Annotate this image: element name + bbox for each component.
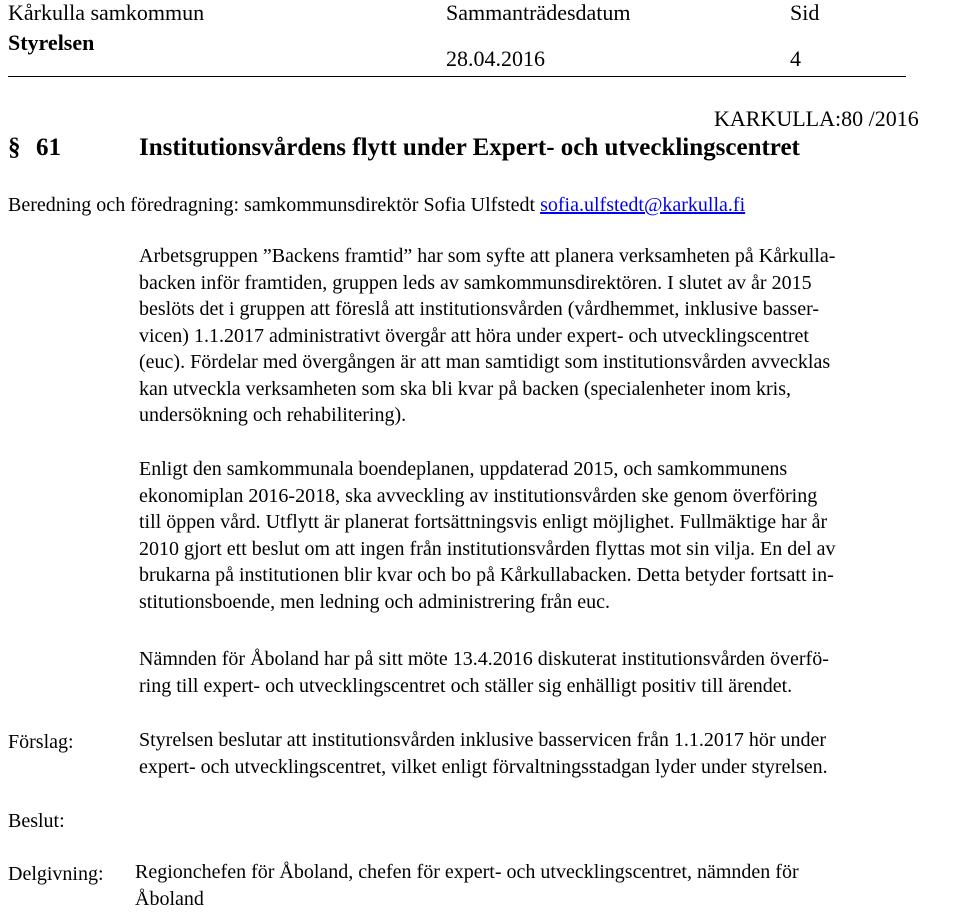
paragraph-line: 2010 gjort ett beslut om att ingen från institutionsvården flyttas mot sin vilja. En del av — [139, 536, 959, 563]
email-link[interactable]: sofia.ulfstedt@karkulla.fi — [540, 194, 745, 216]
decision-label: Beslut: — [8, 808, 65, 834]
preparation-line — [8, 192, 745, 218]
paragraph-line: Arbetsgruppen ”Backens framtid” har som syfte att planera verksamheten på Kårkulla- — [139, 243, 959, 270]
header-divider — [8, 76, 906, 77]
paragraph-line: Enligt den samkommunala boendeplanen, uppdaterad 2015, och samkommunens — [139, 456, 959, 483]
notification-text — [135, 859, 955, 912]
proposal-text — [139, 727, 959, 780]
paragraph-line: beslöts det i gruppen att föreslå att institutionsvården (vårdhemmet, inklusive basser- — [139, 296, 959, 323]
paragraph-2 — [139, 456, 959, 615]
paragraph-line: Nämnden för Åboland har på sitt möte 13.4.2016 diskuterat institutionsvården överfö- — [139, 646, 959, 673]
notification-line: Regionchefen för Åboland, chefen för expert- och utvecklingscentret, nämnden för — [135, 859, 955, 886]
section-symbol: § — [8, 133, 21, 163]
paragraph-line: undersökning och rehabilitering). — [139, 402, 959, 429]
notification-label: Delgivning: — [8, 861, 104, 887]
proposal-line: expert- och utvecklingscentret, vilket enligt förvaltningsstadgan lyder under styrelsen. — [139, 754, 959, 781]
section-number: 61 — [36, 133, 61, 163]
paragraph-line: ring till expert- och utvecklingscentret och ställer sig enhälligt positiv till ärendet. — [139, 673, 959, 700]
paragraph-line: till öppen vård. Utflytt är planerat fortsättningsvis enligt möjlighet. Fullmäktige har år — [139, 509, 959, 536]
page-label: Sid — [790, 0, 819, 26]
paragraph-3 — [139, 646, 959, 699]
page-number: 4 — [790, 46, 801, 72]
organization-name: Kårkulla samkommun — [8, 0, 204, 26]
proposal-label: Förslag: — [8, 729, 74, 755]
case-number: KARKULLA:80 /2016 — [714, 106, 919, 132]
paragraph-line: ekonomiplan 2016-2018, ska avveckling av institutionsvården ske genom överföring — [139, 483, 959, 510]
proposal-line: Styrelsen beslutar att institutionsvården inklusive basservicen från 1.1.2017 hör under — [139, 727, 959, 754]
paragraph-line: kan utveckla verksamheten som ska bli kvar på backen (specialenheter inom kris, — [139, 376, 959, 403]
paragraph-line: brukarna på institutionen blir kvar och bo på Kårkullabacken. Detta betyder fortsatt in- — [139, 562, 959, 589]
paragraph-line: backen inför framtiden, gruppen leds av samkommunsdirektören. I slutet av år 2015 — [139, 270, 959, 297]
preparation-text: Beredning och föredragning: samkommunsdirektör Sofia Ulfstedt — [8, 194, 535, 216]
notification-line: Åboland — [135, 886, 955, 912]
date-label: Sammanträdesdatum — [446, 0, 631, 26]
meeting-date: 28.04.2016 — [446, 46, 545, 72]
section-title: Institutionsvårdens flytt under Expert- och utvecklingscentret — [139, 133, 800, 163]
paragraph-line: (euc). Fördelar med övergången är att man samtidigt som institutionsvården avvecklas — [139, 349, 959, 376]
body-name: Styrelsen — [8, 30, 94, 56]
paragraph-1 — [139, 243, 959, 429]
paragraph-line: vicen) 1.1.2017 administrativt övergår att höra under expert- och utvecklingscentret — [139, 323, 959, 350]
paragraph-line: stitutionsboende, men ledning och administrering från euc. — [139, 589, 959, 616]
